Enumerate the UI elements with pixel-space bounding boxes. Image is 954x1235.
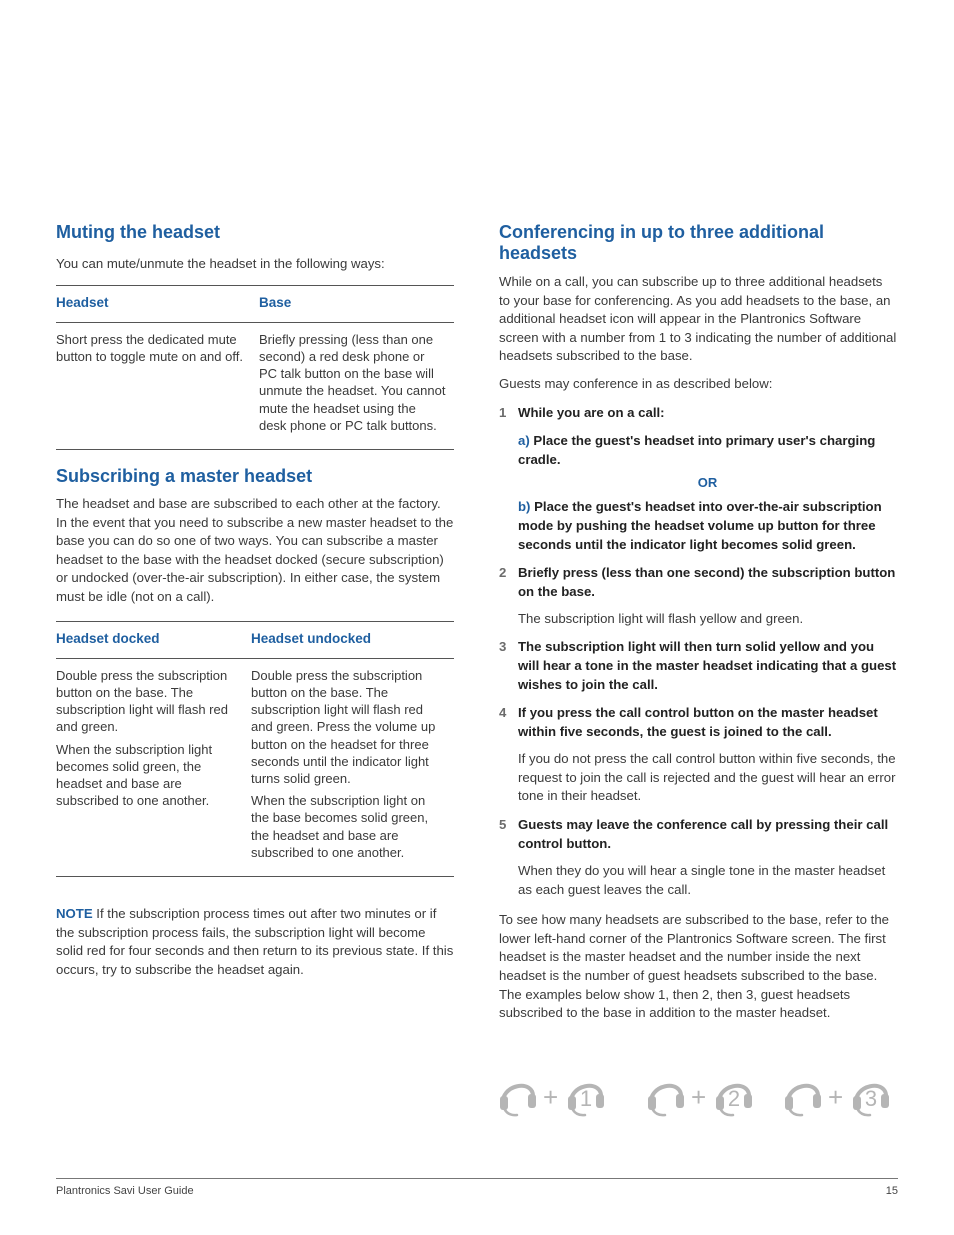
muting-base-text: Briefly pressing (less than one second) a red desk phone or PC talk button on the base will unmute the headset. You cannot mute the headset using the desk phone or PC talk buttons. xyxy=(258,331,446,433)
step-2-text: Briefly press (less than one second) the subscription button on the base. xyxy=(518,564,896,599)
subscribing-cell-docked xyxy=(56,658,251,876)
muting-cell-headset xyxy=(56,322,259,449)
conferencing-title: Conferencing in up to three additional headsets xyxy=(499,222,825,263)
plus-sign: + xyxy=(691,1082,707,1112)
muting-intro: You can mute/unmute the headset in the following ways: xyxy=(56,256,385,271)
step-1a-label: a) xyxy=(518,432,530,448)
note xyxy=(56,905,454,979)
muting-headset-text: Short press the dedicated mute button to toggle mute on and off. xyxy=(56,331,243,364)
left-column xyxy=(56,222,454,988)
guest-count: 1 xyxy=(579,1086,593,1111)
right-column xyxy=(499,222,897,1032)
headset-group-1 xyxy=(499,1074,609,1125)
note-text: If the subscription process times out after two minutes or if the subscription process fails, the subscription light will become solid red for four seconds and then return to its previous state. If this occurs, try to subscribe the headset again. xyxy=(56,906,454,977)
undocked-step-1: Double press the subscription button on the base. The subscription light will flash red and green. Press the volume up button on the headset for three seconds until the indicator light turns solid green. xyxy=(251,667,436,786)
subscribing-table xyxy=(56,621,454,877)
headset-icon xyxy=(647,1074,757,1120)
subscribing-intro: The headset and base are subscribed to each other at the factory. In the event that you need to subscribe a new master headset to the base you can do so one of two ways. You can subscribe a master headset to the base with the headset docked (secure subscription) or undocked (over-the-air subscription). In either case, the system must be idle (not on a call). xyxy=(56,496,454,604)
plus-sign: + xyxy=(828,1082,844,1112)
note-label: NOTE xyxy=(56,906,93,922)
muting-title: Muting the headset xyxy=(56,222,221,242)
subscribing-cell-undocked xyxy=(251,658,454,876)
footer-title: Plantronics Savi User Guide xyxy=(56,1185,194,1197)
step-2: 2 Briefly press (less than one second) the subscription button on the base. xyxy=(499,564,896,599)
guest-count: 2 xyxy=(727,1086,741,1111)
step-5-note: When they do you will hear a single tone in the master headset as each guest leaves the call. xyxy=(518,862,886,897)
subscribing-title: Subscribing a master headset xyxy=(56,466,313,487)
step-4-text: If you press the call control button on the master headset within five seconds, the guest is joined to the call. xyxy=(518,705,878,740)
step-3-text: The subscription light will then turn solid yellow and you will hear a tone in the master headset indicating that a guest wishes to join the call. xyxy=(518,639,897,693)
headset-icon xyxy=(784,1074,894,1120)
muting-col-headset: Headset xyxy=(56,285,259,322)
docked-step-1: Double press the subscription button on the base. The subscription light will flash red and green. xyxy=(56,667,228,735)
plus-sign: + xyxy=(543,1082,559,1112)
guest-count: 3 xyxy=(864,1086,878,1111)
conferencing-guests: Guests may conference in as described below: xyxy=(499,375,773,391)
conferencing-intro: While on a call, you can subscribe up to three additional headsets to your base for conferencing. As you add headsets to the base, an additional headset icon will appear in the Plantronics Software screen with a number from 1 to 3 indicating the number of additional headsets subscribed to the base. xyxy=(499,274,897,364)
muting-cell-base xyxy=(259,322,454,449)
page-number: 15 xyxy=(885,1185,898,1197)
headset-group-2 xyxy=(647,1074,757,1125)
step-4: 4 If you press the call control button on the master headset within five seconds, the guest is joined to the call. xyxy=(499,703,897,741)
step-5-text: Guests may leave the conference call by pressing their call control button. xyxy=(518,816,889,851)
headset-group-3 xyxy=(784,1074,894,1125)
step-1b-text: Place the guest's headset into over-the-air subscription mode by pushing the headset volume up button for three seconds until the indicator light becomes solid green. xyxy=(518,498,882,552)
step-4-note: If you do not press the call control button within five seconds, the request to join the call is rejected and the guest will hear an error tone in their headset. xyxy=(518,751,896,804)
subscribing-col-undocked: Headset undocked xyxy=(251,621,454,658)
muting-col-base: Base xyxy=(259,285,454,322)
step-1-text: While you are on a call: xyxy=(518,404,665,420)
step-3: 3 The subscription light will then turn solid yellow and you will hear a tone in the master headset indicating that a guest wishes to join the call. xyxy=(499,639,897,693)
step-5: 5 Guests may leave the conference call by pressing their call control button. xyxy=(499,815,897,853)
step-1: 1 While you are on a call: xyxy=(499,404,665,420)
muting-table xyxy=(56,285,454,450)
step-1b-label: b) xyxy=(518,498,531,514)
undocked-step-2: When the subscription light on the base becomes solid green, the headset and base are subscribed to one another. xyxy=(251,793,429,860)
headset-count-icons xyxy=(499,1074,897,1120)
headset-icon xyxy=(499,1074,609,1120)
subscribing-col-docked: Headset docked xyxy=(56,621,251,658)
step-2-note: The subscription light will flash yellow and green. xyxy=(518,610,804,626)
page-footer xyxy=(56,1178,898,1197)
step-1b xyxy=(518,497,897,554)
conferencing-outro: To see how many headsets are subscribed to the base, refer to the lower left-hand corner of the Plantronics Software screen. The first headset is the master headset and the number inside the next headset is the number of guest headsets subscribed to the base. The examples below show 1, then 2, then 3, guest headsets subscribed to the base in addition to the master headset. xyxy=(499,912,889,1021)
docked-step-2: When the subscription light becomes solid green, the headset and base are subscribed to one another. xyxy=(56,741,213,809)
step-1a-text: Place the guest's headset into primary user's charging cradle. xyxy=(518,432,876,467)
step-1a xyxy=(518,431,897,469)
or-label: OR xyxy=(697,474,718,490)
